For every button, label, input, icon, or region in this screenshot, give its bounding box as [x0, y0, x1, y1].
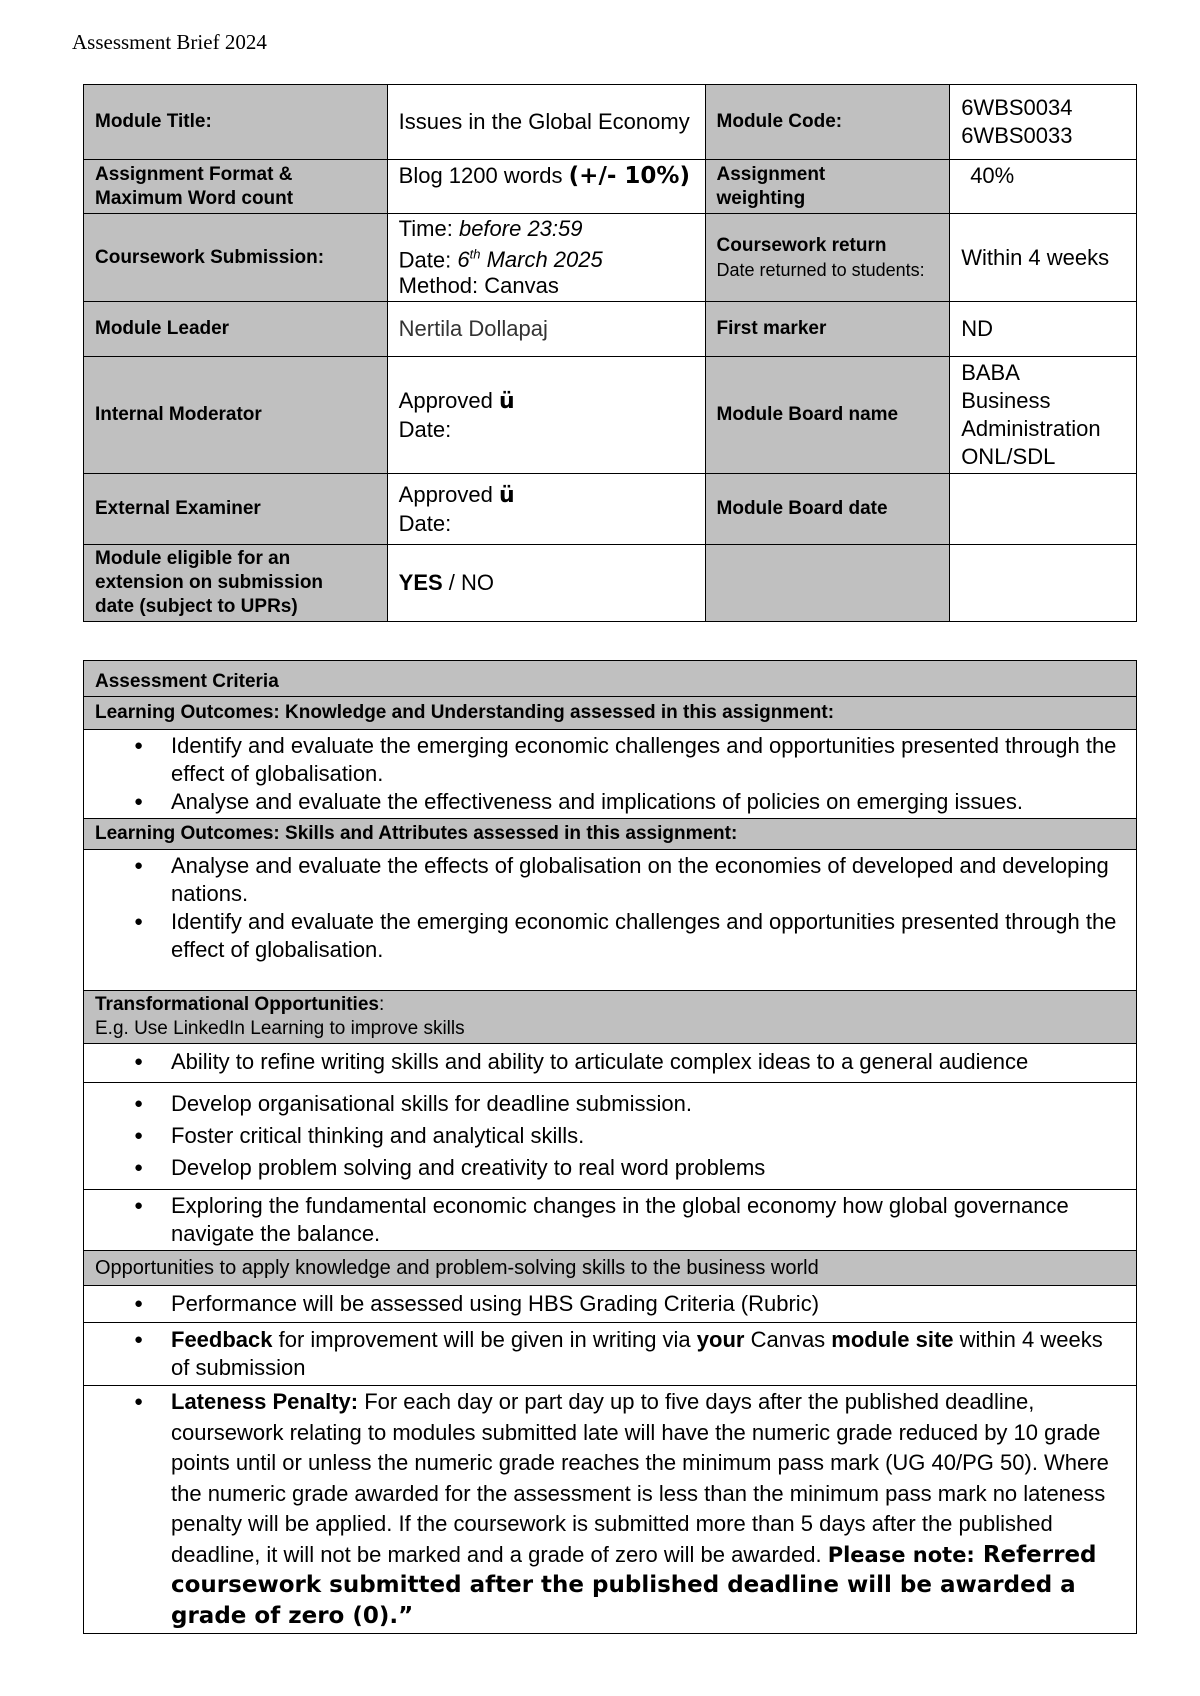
submission-time-value: before 23:59 [458, 216, 583, 241]
table-row [84, 357, 1137, 474]
table-row [84, 819, 1137, 850]
module-code-2: 6WBS0033 [961, 123, 1073, 148]
extension-label-line: extension on submission [95, 572, 324, 594]
board-name-line: ONL/SDL [961, 444, 1056, 470]
feedback-list [95, 1326, 1125, 1382]
lo-knowledge-cell [84, 730, 1137, 819]
feedback-text: within 4 weeks of submission [171, 1327, 1103, 1380]
module-code-value [950, 85, 1137, 160]
list-item: ● Performance will be assessed using HBS Grading Criteria (Rubric) [171, 1290, 1125, 1318]
format-label-line: Assignment Format & [95, 163, 293, 185]
lateness-cell [84, 1386, 1137, 1634]
list-item: ● Foster critical thinking and analytical skills. [171, 1120, 1125, 1152]
table-row [84, 1083, 1137, 1190]
tick-glyph: ü [498, 388, 515, 414]
list-item [171, 1326, 1125, 1382]
empty-cell [705, 545, 950, 622]
lo-skills-heading: Learning Outcomes: Skills and Attributes assessed in this assignment: [84, 819, 1137, 850]
transform-list-3 [95, 1192, 1125, 1248]
table-row [84, 1190, 1137, 1251]
approved-text: Approved [398, 387, 493, 413]
transform-heading-cell [84, 991, 1137, 1044]
lateness-note-text: Referred coursework submitted after the published deadline will be awarded a grade of zero (0).” [171, 1541, 1097, 1629]
extension-label [84, 545, 388, 622]
list-item: ● Analyse and evaluate the effects of globalisation on the economies of developed and developing nations. [171, 852, 1125, 908]
list-item: ● Ability to refine writing skills and ability to articulate complex ideas to a general audience [171, 1048, 1125, 1076]
moderator-approved [399, 387, 694, 416]
examiner-value [387, 474, 705, 545]
weighting-value: 40% [950, 160, 1137, 214]
table-row [84, 730, 1137, 819]
first-marker-value: ND [950, 302, 1137, 357]
moderator-value [387, 357, 705, 474]
submission-label: Coursework Submission: [84, 214, 388, 302]
lateness-label: Lateness Penalty: [171, 1389, 359, 1414]
submission-date-rest: March 2025 [480, 247, 603, 273]
format-value-text: Blog 1200 words [398, 163, 563, 188]
board-date-label: Module Board date [705, 474, 950, 545]
board-date-value [950, 474, 1137, 545]
format-label [84, 160, 388, 214]
board-name-line: BABA [961, 360, 1020, 386]
lo-skills-list [95, 852, 1125, 964]
performance-list [95, 1290, 1125, 1318]
board-name-label: Module Board name [705, 357, 950, 474]
feedback-text: for improvement will be given in writing via [272, 1327, 697, 1352]
table-row [84, 545, 1137, 622]
apply-heading: Opportunities to apply knowledge and problem-solving skills to the business world [84, 1251, 1137, 1286]
approved-text: Approved [398, 481, 493, 507]
table-row [84, 160, 1137, 214]
performance-cell [84, 1286, 1137, 1323]
weighting-label-line: Assignment [716, 163, 826, 185]
return-label-title: Coursework return [716, 234, 887, 256]
empty-cell [950, 545, 1137, 622]
table-row [84, 697, 1137, 730]
examiner-date: Date: [398, 510, 452, 536]
list-item: ● Exploring the fundamental economic changes in the global economy how global governance navigate the balance. [171, 1192, 1125, 1248]
extension-yes: YES [398, 570, 443, 596]
leader-label: Module Leader [84, 302, 388, 357]
board-name-line: Administration [961, 416, 1101, 442]
transform-heading-colon: : [378, 994, 385, 1015]
transform-cell-1 [84, 1044, 1137, 1083]
extension-label-line: Module eligible for an [95, 548, 291, 570]
list-item [171, 1387, 1125, 1631]
transform-sub: E.g. Use LinkedIn Learning to improve skills [95, 1018, 465, 1039]
table-row [84, 1286, 1137, 1323]
table-row [84, 214, 1137, 302]
list-item: ● Analyse and evaluate the effectiveness and implications of policies on emerging issues. [171, 788, 1125, 816]
submission-time [399, 216, 694, 242]
return-label-sub: Date returned to students: [716, 259, 925, 280]
list-item: ● Develop organisational skills for deadline submission. [171, 1088, 1125, 1120]
lateness-text: For each day or part day up to five days after the published deadline, coursework relating to modules submitted late will have the numeric grade reduced by 10 grade points until or unless the numeric grade reaches the minimum pass mark (UG 40/PG 50). Where the numeric grade awarded for the assessment is less than the minimum pass mark no lateness penalty will be applied. If the coursework is submitted more than 5 days after the published deadline, it will not be marked and a grade of zero will be awarded. [171, 1389, 1109, 1567]
module-title-label: Module Title: [84, 85, 388, 160]
first-marker-label: First marker [705, 302, 950, 357]
lo-knowledge-list [95, 732, 1125, 816]
moderator-label: Internal Moderator [84, 357, 388, 474]
list-item: ● Identify and evaluate the emerging economic challenges and opportunities presented through the effect of globalisation. [171, 732, 1125, 788]
tick-glyph: ü [498, 482, 515, 508]
transform-heading-text: Transformational Opportunities [95, 994, 379, 1015]
feedback-bold: module site [831, 1327, 954, 1352]
leader-value: Nertila Dollapaj [387, 302, 705, 357]
module-code-label: Module Code: [705, 85, 950, 160]
list-item: ● Develop problem solving and creativity to real word problems [171, 1152, 1125, 1184]
board-name-line: Business [961, 388, 1051, 414]
extension-label-line: date (subject to UPRs) [95, 596, 298, 618]
transform-list-1 [95, 1048, 1125, 1076]
feedback-text: Canvas [744, 1327, 832, 1352]
table-row [84, 991, 1137, 1044]
submission-method: Method: Canvas [398, 273, 559, 299]
page-header: Assessment Brief 2024 [72, 30, 267, 54]
module-code-1: 6WBS0034 [961, 95, 1073, 120]
submission-date-prefix: Date: [398, 247, 458, 273]
extension-no: / NO [442, 570, 495, 596]
return-value: Within 4 weeks [950, 214, 1137, 302]
table-row [84, 85, 1137, 160]
table-row [84, 302, 1137, 357]
transform-cell-2 [84, 1083, 1137, 1190]
table-row [84, 1044, 1137, 1083]
table-row [84, 1386, 1137, 1634]
table-row [84, 1251, 1137, 1286]
weighting-label-line: weighting [716, 187, 806, 209]
submission-date-day: 6 [457, 247, 470, 273]
examiner-label: External Examiner [84, 474, 388, 545]
transform-list-2 [95, 1088, 1125, 1184]
submission-value [387, 214, 705, 302]
criteria-heading: Assessment Criteria [84, 661, 1137, 697]
board-name-value [950, 357, 1137, 474]
lateness-note-label: Please note: [827, 1542, 975, 1567]
list-item: ● Identify and evaluate the emerging economic challenges and opportunities presented through the effect of globalisation. [171, 908, 1125, 964]
table-row [84, 850, 1137, 991]
feedback-bold: Feedback [171, 1327, 273, 1352]
submission-date-sup: th [469, 247, 481, 262]
examiner-approved [399, 481, 694, 510]
lo-knowledge-heading: Learning Outcomes: Knowledge and Understanding assessed in this assignment: [84, 697, 1137, 730]
return-label [705, 214, 950, 302]
table-row [84, 661, 1137, 697]
lo-skills-cell [84, 850, 1137, 991]
feedback-cell [84, 1323, 1137, 1386]
table-row [84, 1323, 1137, 1386]
format-value [387, 160, 705, 214]
format-value-suffix: (+/- 10%) [568, 163, 690, 189]
feedback-bold: your [696, 1327, 745, 1352]
submission-time-prefix: Time: [398, 216, 459, 241]
module-info-table [83, 84, 1137, 622]
lateness-list [95, 1387, 1125, 1631]
transform-cell-3 [84, 1190, 1137, 1251]
moderator-date: Date: [398, 416, 452, 442]
table-row [84, 474, 1137, 545]
weighting-label [705, 160, 950, 214]
module-title-value: Issues in the Global Economy [387, 85, 705, 160]
transform-heading [95, 993, 1125, 1017]
submission-date [399, 242, 694, 273]
extension-value [387, 545, 705, 622]
assessment-criteria-table [83, 660, 1137, 1634]
format-label-line: Maximum Word count [95, 187, 294, 209]
